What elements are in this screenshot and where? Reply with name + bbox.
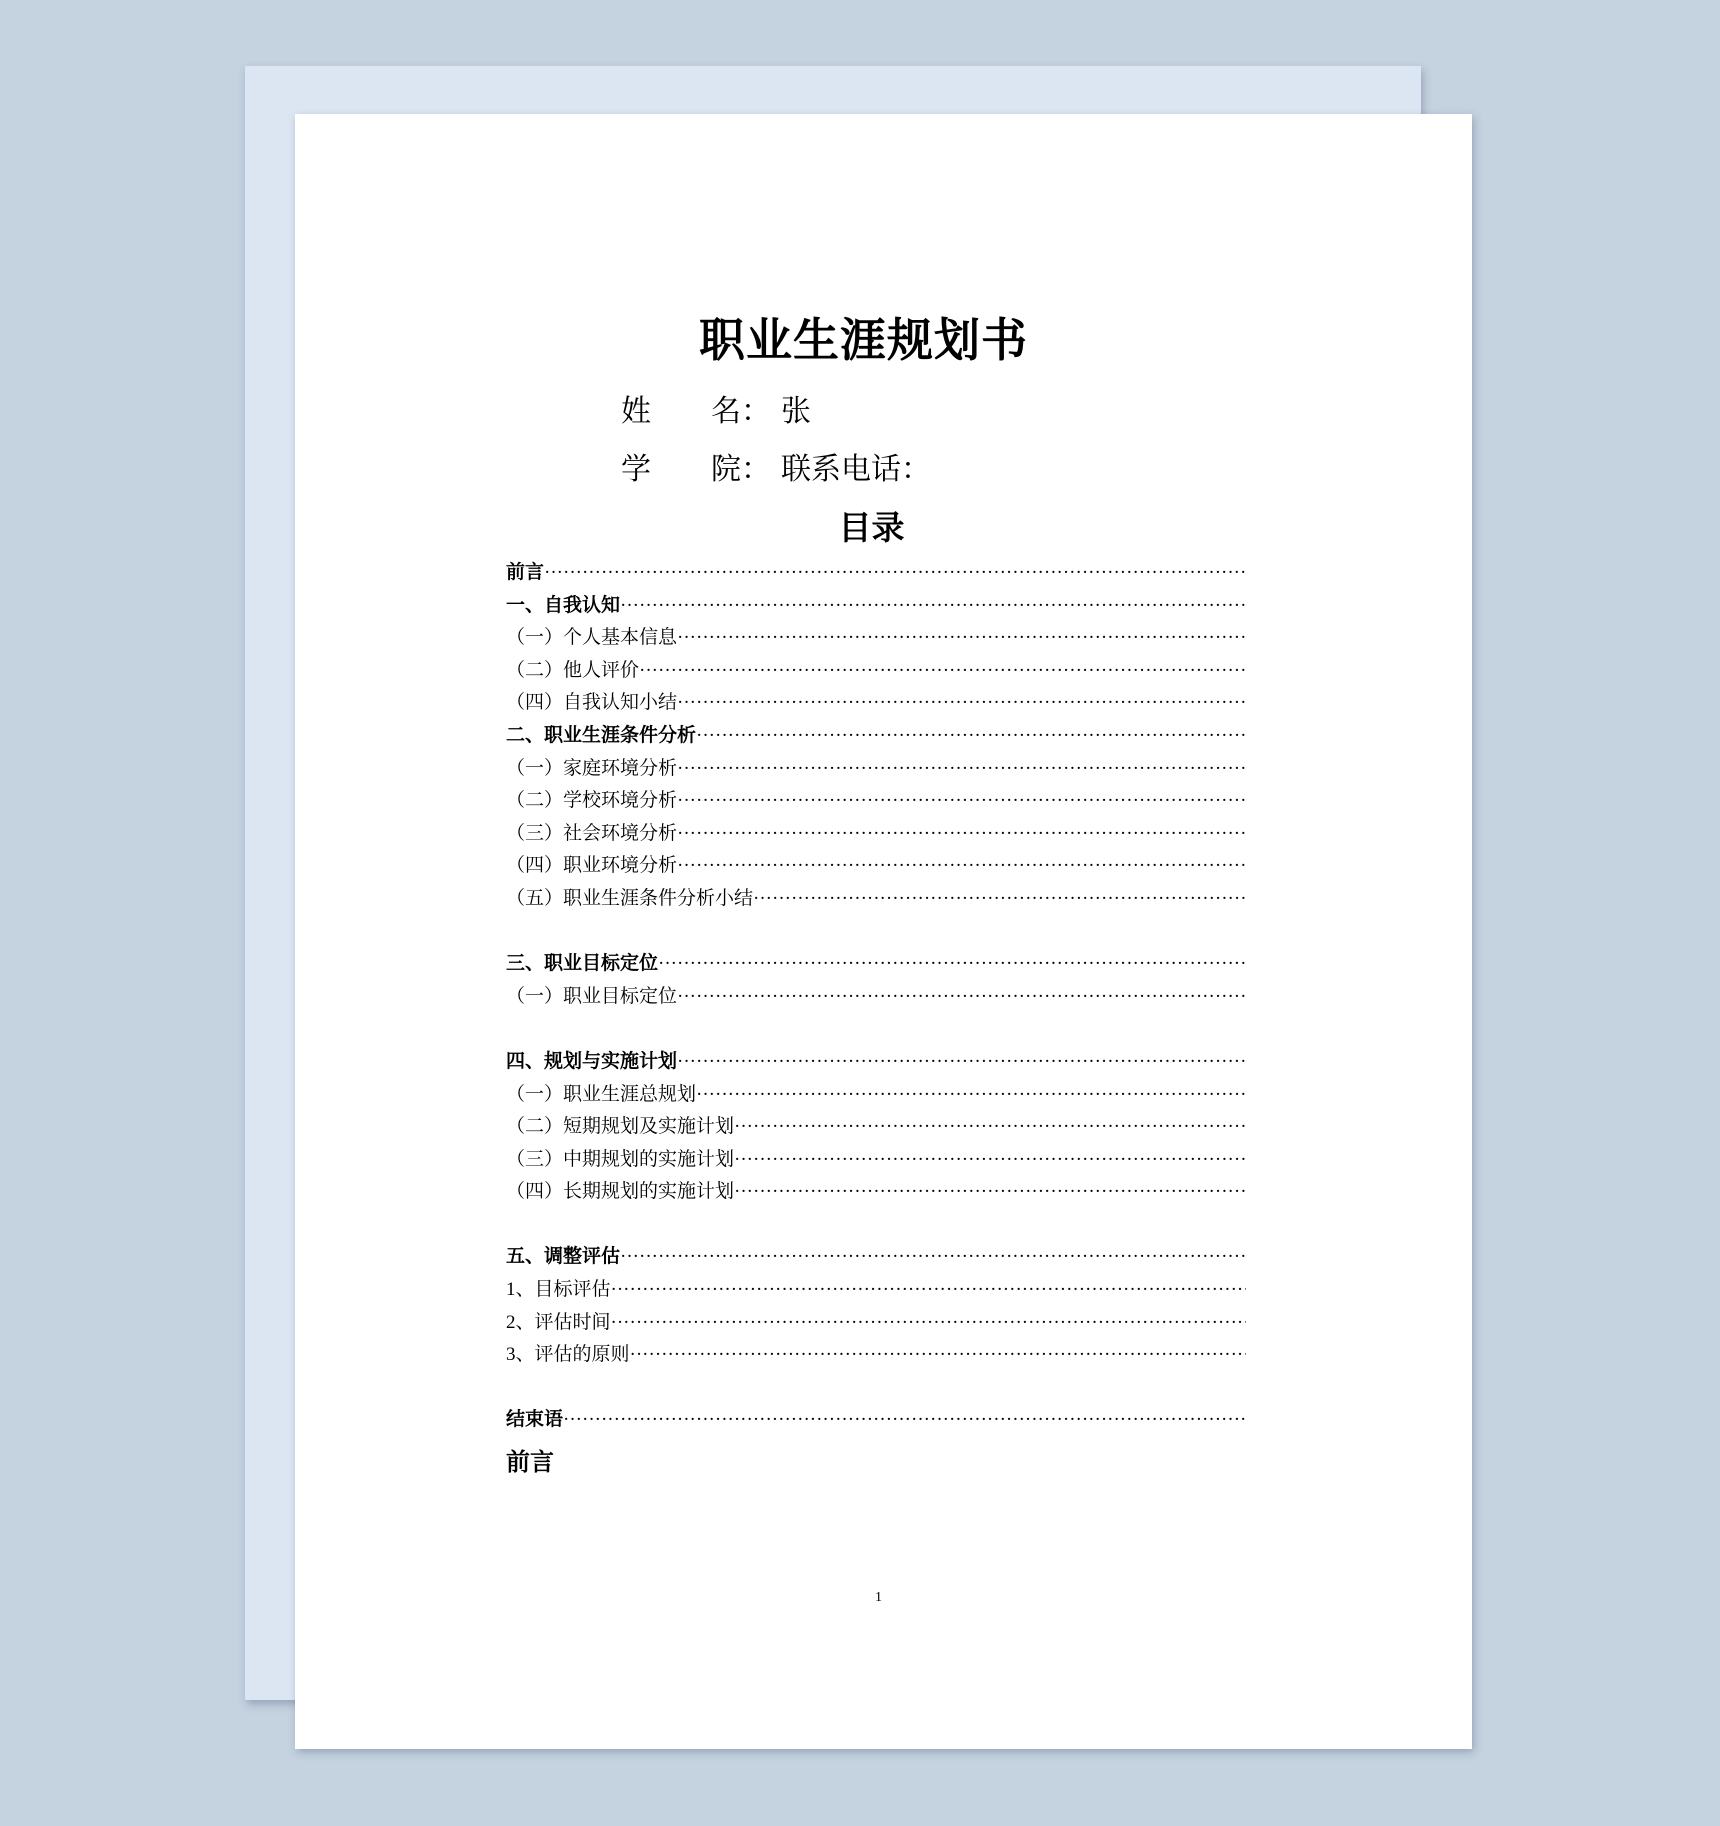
toc-entry[interactable]: [506, 818, 1246, 851]
toc-entry-text: （二）短期规划及实施计划: [506, 1116, 735, 1138]
document-title: [295, 314, 1472, 368]
toc-entry[interactable]: [506, 1046, 1246, 1079]
toc-entry-text: （一）家庭环境分析: [506, 757, 678, 779]
section-heading-preface: 前言: [506, 1449, 554, 1476]
toc-entry[interactable]: [506, 1176, 1246, 1209]
toc-entry[interactable]: [506, 1079, 1246, 1112]
name-value: 张: [781, 395, 811, 428]
toc-entry[interactable]: [506, 753, 1246, 786]
toc-entry[interactable]: [506, 1404, 1246, 1437]
toc-entry-text: 五、调整评估: [506, 1246, 621, 1268]
toc-entry[interactable]: [506, 785, 1246, 818]
toc-entry[interactable]: [506, 622, 1246, 655]
toc-entry-text: （一）职业生涯总规划: [506, 1083, 697, 1105]
toc-entry-text: 二、职业生涯条件分析: [506, 724, 697, 746]
toc-leader-dots: [630, 1339, 1246, 1372]
toc-entry[interactable]: [506, 1111, 1246, 1144]
toc-entry[interactable]: [506, 720, 1246, 753]
toc-entry[interactable]: [506, 981, 1246, 1014]
toc-leader-dots: [611, 1307, 1246, 1340]
name-field: [621, 394, 811, 430]
document-page: [295, 114, 1472, 1749]
page-number: 1: [875, 1590, 882, 1605]
toc-leader-dots: [677, 687, 1246, 720]
toc-title: [295, 508, 1472, 548]
toc-entry-text: 三、职业目标定位: [506, 953, 659, 975]
toc-entry[interactable]: [506, 883, 1246, 916]
table-of-contents: [506, 557, 1246, 1437]
toc-leader-dots: [677, 850, 1246, 883]
toc-leader-dots: [734, 1144, 1246, 1177]
toc-leader-dots: [696, 720, 1246, 753]
toc-leader-dots: [677, 981, 1246, 1014]
toc-entry-text: （四）长期规划的实施计划: [506, 1181, 735, 1203]
toc-spacer: [506, 916, 1246, 949]
toc-leader-dots: [677, 785, 1246, 818]
toc-entry-text: 3、评估的原则: [506, 1344, 630, 1366]
toc-spacer: [506, 1013, 1246, 1046]
toc-entry-text: （二）他人评价: [506, 659, 640, 681]
toc-leader-dots: [734, 1176, 1246, 1209]
toc-title-text: 目录: [838, 509, 905, 546]
toc-leader-dots: [563, 1404, 1246, 1437]
toc-entry-text: （一）职业目标定位: [506, 985, 678, 1007]
toc-leader-dots: [677, 753, 1246, 786]
toc-entry-text: （五）职业生涯条件分析小结: [506, 887, 754, 909]
toc-entry[interactable]: [506, 557, 1246, 590]
toc-entry[interactable]: [506, 948, 1246, 981]
toc-leader-dots: [658, 948, 1246, 981]
toc-entry-text: （四）自我认知小结: [506, 692, 678, 714]
toc-entry-text: （二）学校环境分析: [506, 790, 678, 812]
toc-entry[interactable]: [506, 590, 1246, 623]
toc-entry[interactable]: [506, 1274, 1246, 1307]
college-label: 学 院：: [621, 453, 771, 486]
toc-leader-dots: [620, 1241, 1246, 1274]
toc-entry[interactable]: [506, 655, 1246, 688]
toc-entry-text: （三）中期规划的实施计划: [506, 1148, 735, 1170]
toc-entry[interactable]: [506, 1241, 1246, 1274]
toc-entry-text: 2、评估时间: [506, 1311, 611, 1333]
phone-label: 联系电话：: [781, 453, 931, 486]
toc-leader-dots: [639, 655, 1246, 688]
toc-leader-dots: [677, 1046, 1246, 1079]
document-title-text: 职业生涯规划书: [699, 315, 1028, 366]
toc-entry-text: 前言: [506, 562, 545, 583]
toc-leader-dots: [677, 622, 1246, 655]
toc-spacer: [506, 1372, 1246, 1405]
toc-leader-dots: [734, 1111, 1246, 1144]
toc-leader-dots: [753, 883, 1246, 916]
toc-entry[interactable]: [506, 1339, 1246, 1372]
toc-leader-dots: [677, 818, 1246, 851]
toc-entry-text: （四）职业环境分析: [506, 855, 678, 877]
toc-entry-text: 四、规划与实施计划: [506, 1050, 678, 1072]
toc-entry[interactable]: [506, 850, 1246, 883]
toc-entry-text: 1、目标评估: [506, 1279, 611, 1301]
toc-entry-text: （三）社会环境分析: [506, 822, 678, 844]
college-field: [621, 452, 931, 488]
toc-entry-text: 结束语: [506, 1409, 564, 1431]
toc-entry[interactable]: [506, 1144, 1246, 1177]
toc-entry-text: （一）个人基本信息: [506, 627, 678, 649]
name-label: 姓 名：: [621, 395, 771, 428]
toc-spacer: [506, 1209, 1246, 1242]
toc-leader-dots: [620, 590, 1246, 623]
toc-leader-dots: [696, 1079, 1246, 1112]
toc-leader-dots: [544, 557, 1246, 590]
toc-entry-text: 一、自我认知: [506, 594, 621, 616]
toc-leader-dots: [611, 1274, 1246, 1307]
toc-entry[interactable]: [506, 687, 1246, 720]
toc-entry[interactable]: [506, 1307, 1246, 1340]
